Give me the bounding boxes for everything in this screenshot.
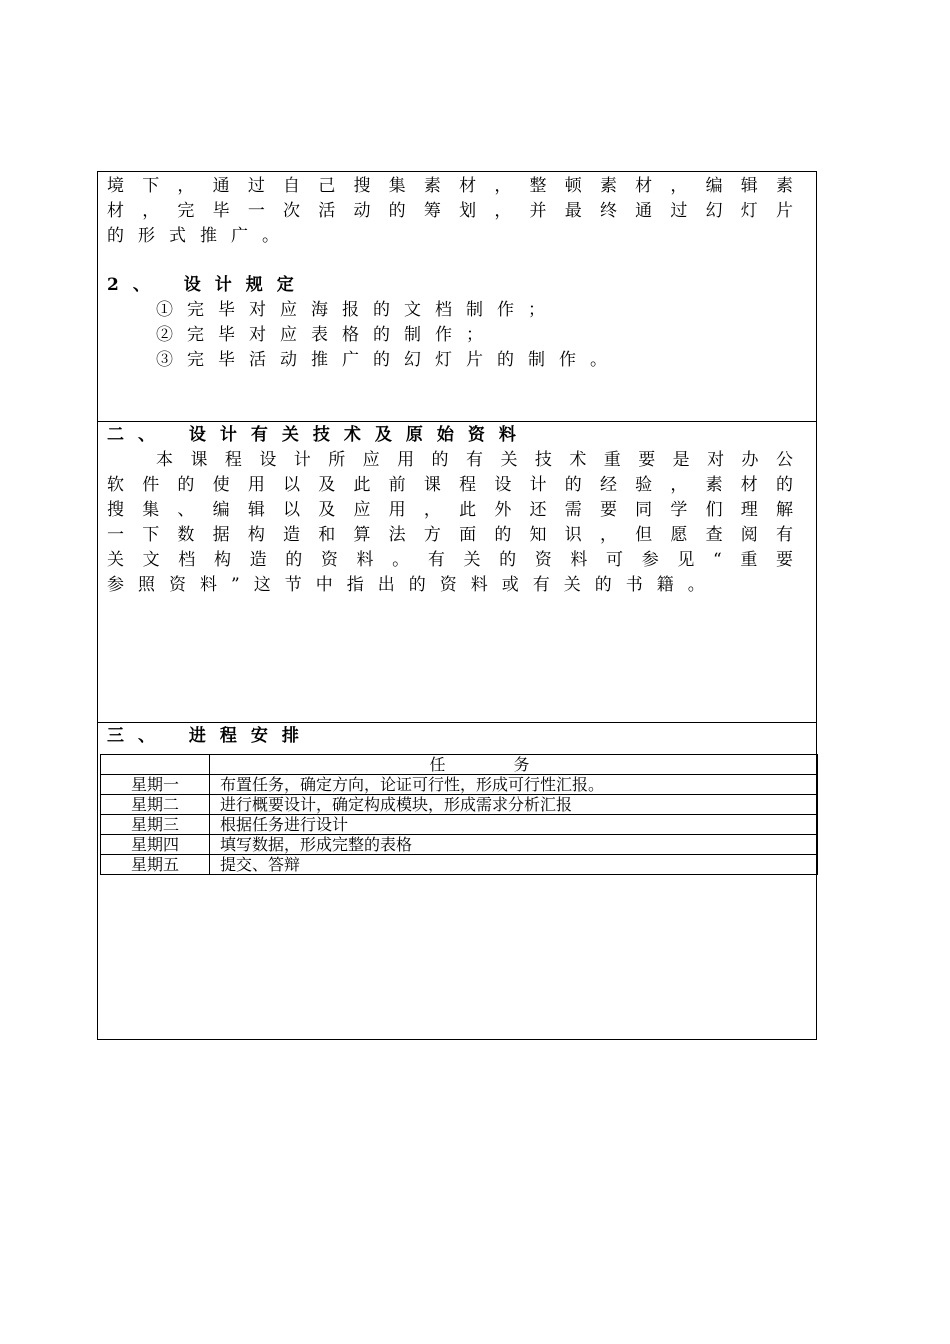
requirement-item: ②完毕对应表格的制作； bbox=[156, 325, 497, 345]
table-header-cell bbox=[101, 755, 210, 775]
requirement-item: ①完毕对应海报的文档制作； bbox=[156, 300, 559, 320]
body-line: 的形式推广。 bbox=[107, 226, 293, 246]
task-cell: 布置任务，确定方向，论证可行性，形成可行性汇报。 bbox=[210, 775, 818, 795]
body-line: 材，完毕一次活动的筹划，并最终通过幻灯片 bbox=[107, 201, 793, 221]
document-frame bbox=[97, 171, 817, 1040]
section-schedule bbox=[98, 723, 816, 1039]
day-cell: 星期五 bbox=[101, 855, 210, 875]
day-cell: 星期一 bbox=[101, 775, 210, 795]
body-line: 搜集、编辑以及应用，此外还需要同学们理解 bbox=[107, 500, 793, 520]
day-cell: 星期三 bbox=[101, 815, 210, 835]
table-header-cell: 任务 bbox=[210, 755, 818, 775]
task-cell: 根据任务进行设计 bbox=[210, 815, 818, 835]
table-row bbox=[101, 815, 818, 835]
table-row bbox=[101, 795, 818, 815]
table-row bbox=[101, 775, 818, 795]
day-cell: 星期四 bbox=[101, 835, 210, 855]
body-line: 一下数据构造和算法方面的知识，但愿查阅有 bbox=[107, 525, 793, 545]
body-line: 关文档构造的资料。有关的资料可参见“重要 bbox=[107, 550, 793, 570]
task-cell: 提交、答辩 bbox=[210, 855, 818, 875]
table-row bbox=[101, 835, 818, 855]
section-heading: 二、 设计有关技术及原始资料 bbox=[107, 425, 530, 445]
body-line: 参照资料”这节中指出的资料或有关的书籍。 bbox=[107, 575, 719, 595]
section-heading: 2、 设计规定 bbox=[107, 275, 308, 295]
day-cell: 星期二 bbox=[101, 795, 210, 815]
task-cell: 进行概要设计，确定构成模块，形成需求分析汇报 bbox=[210, 795, 818, 815]
section-design-goals bbox=[98, 172, 816, 422]
requirement-item: ③完毕活动推广的幻灯片的制作。 bbox=[156, 350, 621, 370]
section-technical-materials bbox=[98, 422, 816, 723]
schedule-table bbox=[100, 754, 818, 875]
body-line: 软件的使用以及此前课程设计的经验，素材的 bbox=[107, 475, 793, 495]
table-header-row bbox=[101, 755, 818, 775]
body-line: 本课程设计所应用的有关技术重要是对办公 bbox=[156, 450, 793, 470]
table-row bbox=[101, 855, 818, 875]
task-cell: 填写数据，形成完整的表格 bbox=[210, 835, 818, 855]
section-heading: 三、 进程安排 bbox=[107, 726, 313, 746]
body-line: 境下，通过自己搜集素材，整顿素材，编辑素 bbox=[107, 176, 793, 196]
